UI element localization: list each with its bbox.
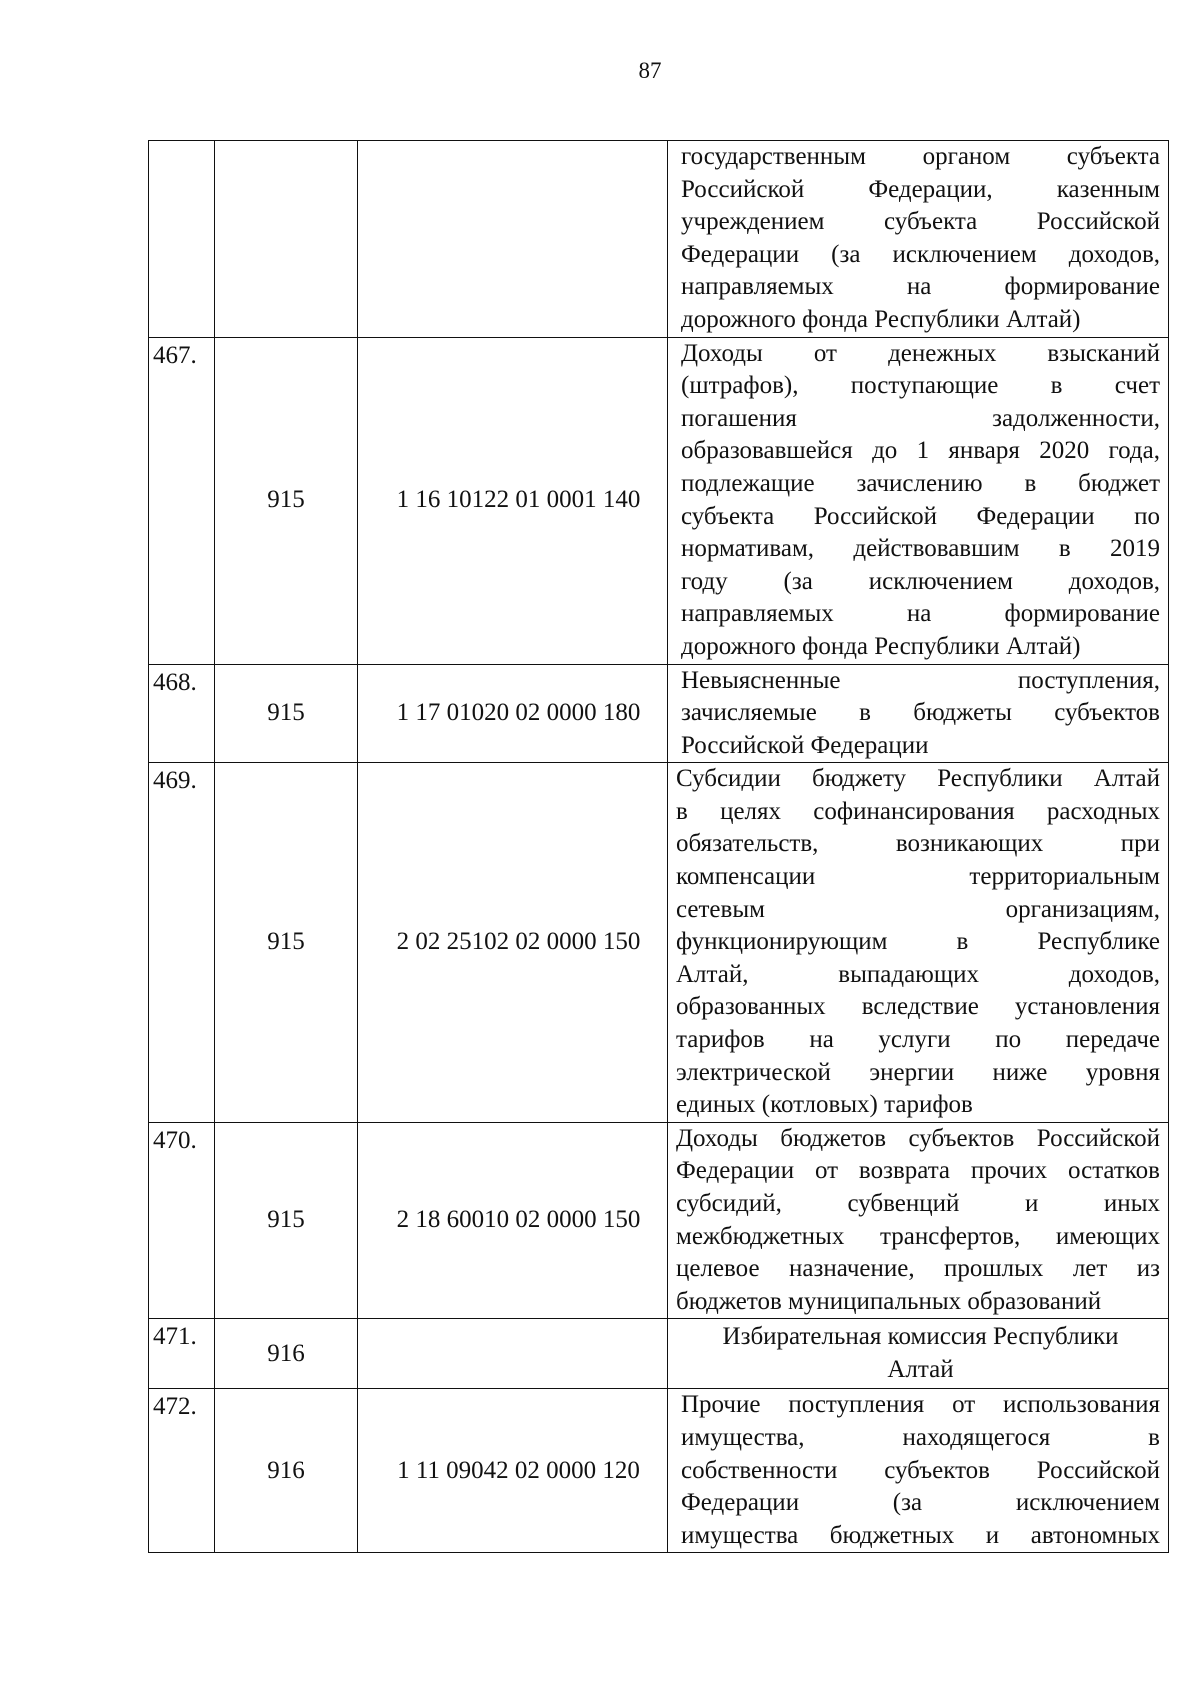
revenue-name-line: субсидий, субвенций и иных <box>676 1190 1160 1217</box>
table-row <box>149 141 1169 338</box>
page-number: 87 <box>638 58 662 83</box>
row-number: 471. <box>149 1319 215 1389</box>
revenue-name-line: дорожного фонда Республики Алтай) <box>681 305 1081 333</box>
revenue-name-line: единых (котловых) тарифов <box>676 1091 973 1119</box>
revenue-name-line: имущества, находящегося в <box>681 1423 1160 1451</box>
revenue-name-line: сетевым организациям, <box>676 895 1160 923</box>
revenue-name-line: бюджетов муниципальных образований <box>676 1287 1102 1315</box>
administrator-code: 916 <box>215 1319 358 1389</box>
revenue-name-line: образовавшейся до 1 января 2020 года, <box>681 437 1160 465</box>
revenue-name-line: Невыясненные поступления, <box>681 666 1160 694</box>
revenue-name-line: тарифов на услуги по передаче <box>676 1026 1160 1054</box>
administrator-code: 916 <box>215 1389 358 1553</box>
administrator-code: 915 <box>215 763 358 1123</box>
budget-classification-code <box>358 141 668 338</box>
revenue-name-line: (штрафов), поступающие в счет <box>681 372 1160 400</box>
revenue-name-line: в целях софинансирования расходных <box>676 797 1160 825</box>
section-heading <box>668 1319 1169 1389</box>
revenue-name-line: Доходы от денежных взысканий <box>681 339 1160 367</box>
revenue-name-line: субъекта Российской Федерации по <box>681 502 1160 530</box>
revenue-name-line: зачисляемые в бюджеты субъектов <box>681 699 1160 727</box>
administrator-code: 915 <box>215 337 358 664</box>
table-row <box>149 763 1169 1123</box>
table-row <box>149 1319 1169 1389</box>
administrator-code <box>215 141 358 338</box>
table-row <box>149 1122 1169 1319</box>
revenue-name-line: имущества бюджетных и автономных <box>681 1521 1160 1549</box>
revenue-name <box>668 337 1169 664</box>
revenue-name-line: обязательств, возникающих при <box>676 830 1160 858</box>
revenue-name-line: компенсации территориальным <box>676 863 1160 891</box>
table-row <box>149 1389 1169 1553</box>
budget-classification-code: 1 17 01020 02 0000 180 <box>358 664 668 763</box>
revenue-name-line: государственным органом субъекта <box>681 143 1160 170</box>
revenue-name-line: Субсидии бюджету Республики Алтай <box>676 765 1160 793</box>
section-heading-line: Алтай <box>887 1355 954 1383</box>
budget-classification-code: 2 02 25102 02 0000 150 <box>358 763 668 1123</box>
revenue-name-line: электрической энергии ниже уровня <box>676 1058 1160 1086</box>
administrator-code: 915 <box>215 1122 358 1319</box>
revenue-name-line: функционирующим в Республике <box>676 928 1160 956</box>
budget-classification-code <box>358 1319 668 1389</box>
revenue-name-line: направляемых на формирование <box>681 273 1160 301</box>
revenue-name-line: подлежащие зачислению в бюджет <box>681 469 1160 497</box>
section-heading-line: Избирательная комиссия Республики <box>722 1323 1119 1351</box>
budget-classification-code: 2 18 60010 02 0000 150 <box>358 1122 668 1319</box>
revenue-name-line: Федерации (за исключением <box>681 1489 1160 1517</box>
row-number <box>149 141 215 338</box>
budget-classification-code: 1 11 09042 02 0000 120 <box>358 1389 668 1553</box>
revenue-name-line: целевое назначение, прошлых лет из <box>676 1255 1160 1283</box>
revenue-name-line: Российской Федерации, казенным <box>681 175 1160 203</box>
row-number: 469. <box>149 763 215 1123</box>
revenue-name-line: Федерации от возврата прочих остатков <box>676 1157 1160 1185</box>
table-row <box>149 337 1169 664</box>
revenue-name-line: направляемых на формирование <box>681 600 1160 628</box>
budget-classification-code: 1 16 10122 01 0001 140 <box>358 337 668 664</box>
revenue-name <box>668 763 1169 1123</box>
table-row <box>149 664 1169 763</box>
revenue-name-line: образованных вследствие установления <box>676 993 1160 1021</box>
revenue-name <box>668 141 1169 338</box>
revenue-codes-table <box>148 140 1169 1553</box>
revenue-name-line: Российской Федерации <box>681 731 929 759</box>
row-number: 468. <box>149 664 215 763</box>
administrator-code: 915 <box>215 664 358 763</box>
revenue-name-line: нормативам, действовавшим в 2019 <box>681 535 1160 563</box>
revenue-name-line: Доходы бюджетов субъектов Российской <box>676 1124 1160 1152</box>
revenue-name-line: Прочие поступления от использования <box>681 1391 1160 1419</box>
revenue-name-line: году (за исключением доходов, <box>681 567 1160 595</box>
revenue-name <box>668 664 1169 763</box>
revenue-name-line: погашения задолженности, <box>681 404 1160 432</box>
row-number: 470. <box>149 1122 215 1319</box>
revenue-name <box>668 1122 1169 1319</box>
revenue-name-line: Федерации (за исключением доходов, <box>681 240 1160 268</box>
revenue-name-line: межбюджетных трансфертов, имеющих <box>676 1222 1160 1250</box>
revenue-name-line: Алтай, выпадающих доходов, <box>676 960 1160 988</box>
revenue-name-line: дорожного фонда Республики Алтай) <box>681 632 1081 660</box>
row-number: 472. <box>149 1389 215 1553</box>
revenue-name-line: учреждением субъекта Российской <box>681 208 1160 236</box>
revenue-name-line: собственности субъектов Российской <box>681 1456 1160 1484</box>
revenue-name <box>668 1389 1169 1553</box>
row-number: 467. <box>149 337 215 664</box>
